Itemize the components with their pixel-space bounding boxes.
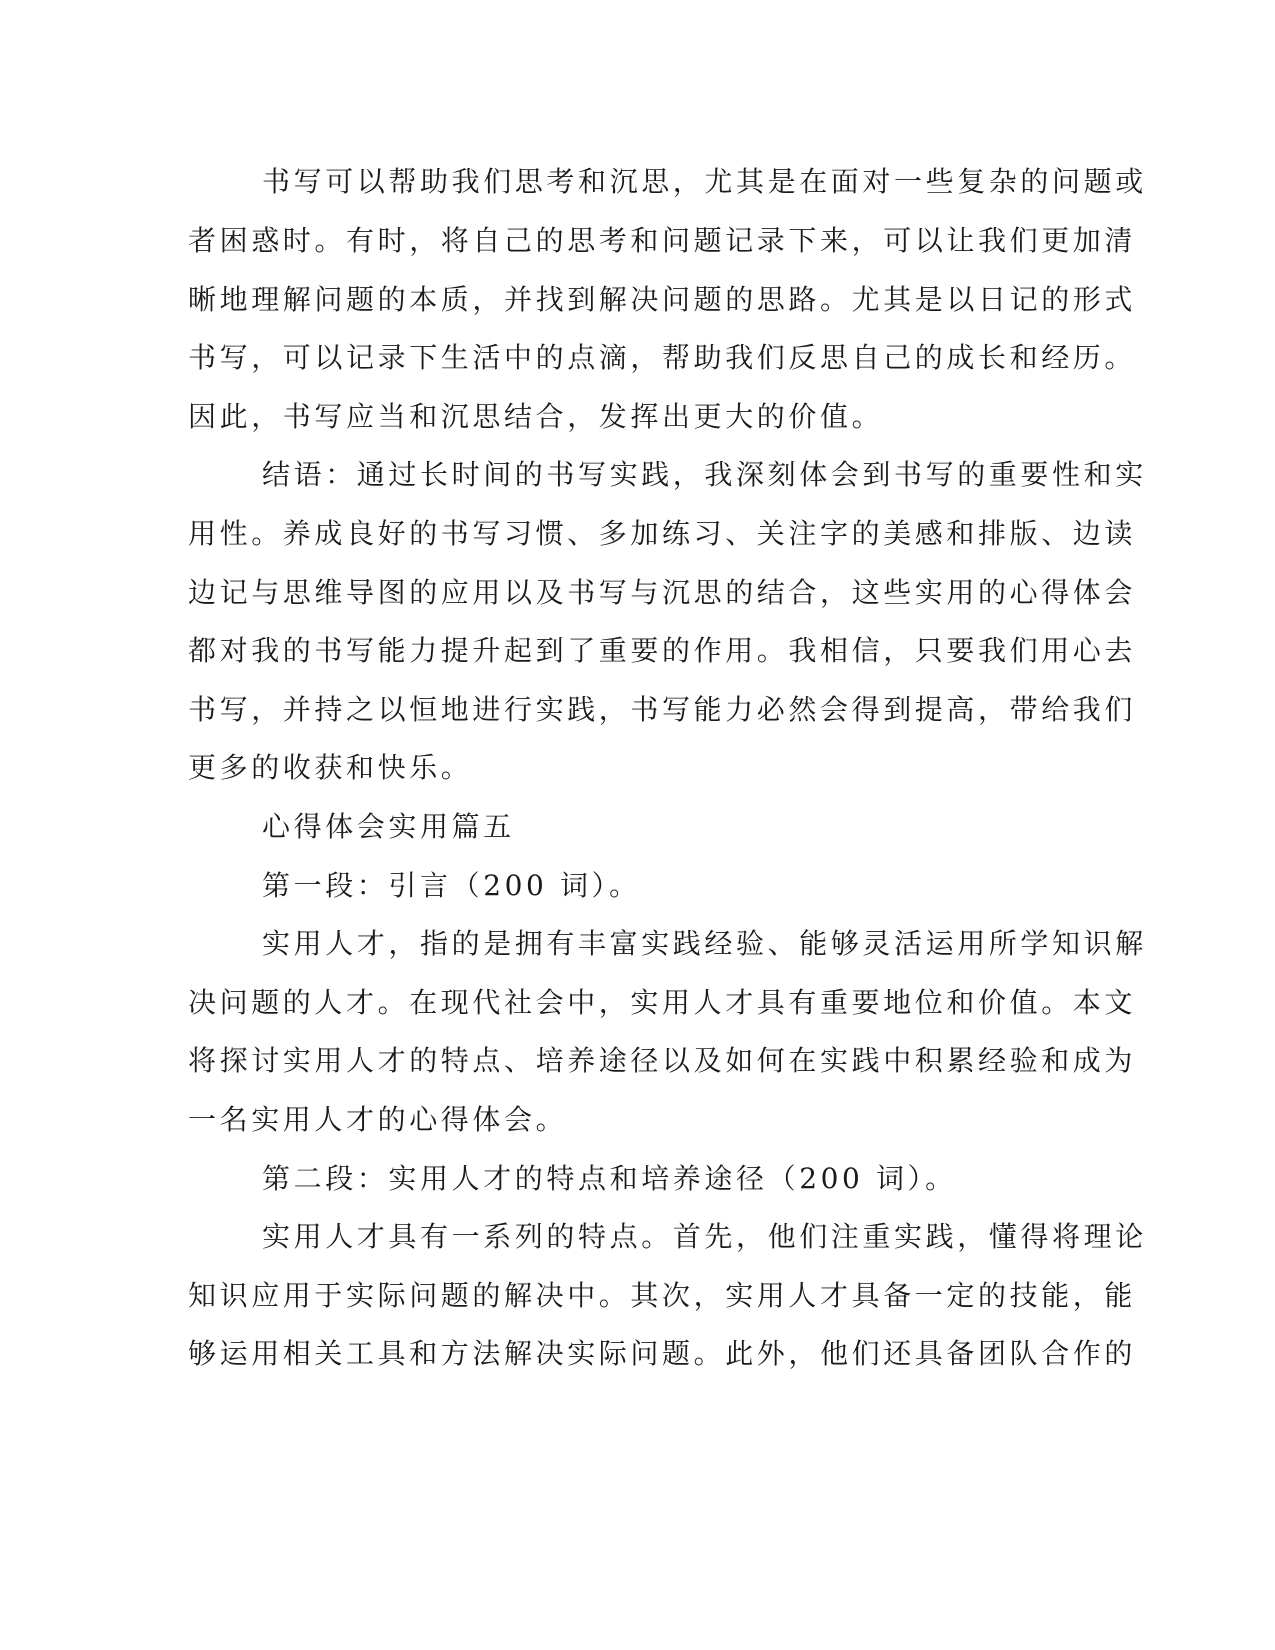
text-line: 书写可以帮助我们思考和沉思，尤其是在面对一些复杂的问题或 [262, 165, 1147, 198]
text-line: 结语：通过长时间的书写实践，我深刻体会到书写的重要性和实 [262, 458, 1147, 491]
text-line: 边记与思维导图的应用以及书写与沉思的结合，这些实用的心得体会 [188, 576, 1137, 609]
text-line: 因此，书写应当和沉思结合，发挥出更大的价值。 [188, 400, 884, 433]
text-line: 都对我的书写能力提升起到了重要的作用。我相信，只要我们用心去 [188, 634, 1137, 667]
text-line: 够运用相关工具和方法解决实际问题。此外，他们还具备团队合作的 [188, 1337, 1137, 1370]
text-line: 知识应用于实际问题的解决中。其次，实用人才具备一定的技能，能 [188, 1279, 1137, 1312]
text-line: 实用人才具有一系列的特点。首先，他们注重实践，懂得将理论 [262, 1220, 1147, 1253]
text-line: 实用人才，指的是拥有丰富实践经验、能够灵活运用所学知识解 [262, 927, 1147, 960]
text-line: 书写，并持之以恒地进行实践，书写能力必然会得到提高，带给我们 [188, 693, 1137, 726]
text-line: 用性。养成良好的书写习惯、多加练习、关注字的美感和排版、边读 [188, 517, 1137, 550]
text-line: 更多的收获和快乐。 [188, 751, 473, 784]
paragraph-heading: 第一段：引言（200 词）。 [262, 869, 641, 902]
text-line: 将探讨实用人才的特点、培养途径以及如何在实践中积累经验和成为 [188, 1044, 1137, 1077]
text-line: 一名实用人才的心得体会。 [188, 1103, 568, 1136]
text-line: 决问题的人才。在现代社会中，实用人才具有重要地位和价值。本文 [188, 986, 1137, 1019]
text-line: 者困惑时。有时，将自己的思考和问题记录下来，可以让我们更加清 [188, 224, 1137, 257]
paragraph-heading: 第二段：实用人才的特点和培养途径（200 词）。 [262, 1162, 957, 1195]
text-line: 书写，可以记录下生活中的点滴，帮助我们反思自己的成长和经历。 [188, 341, 1137, 374]
text-line: 晰地理解问题的本质，并找到解决问题的思路。尤其是以日记的形式 [188, 283, 1137, 316]
section-heading: 心得体会实用篇五 [262, 810, 515, 843]
